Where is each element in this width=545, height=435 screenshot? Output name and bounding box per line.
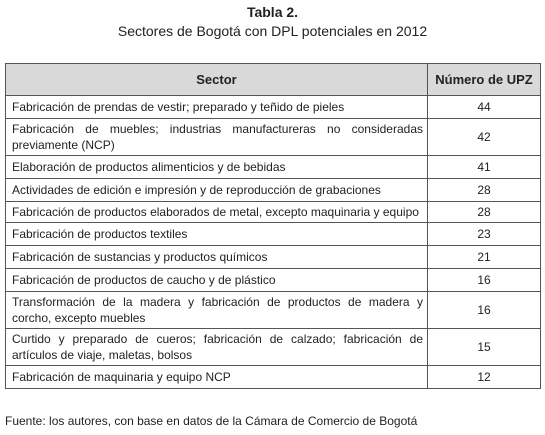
upz-count-cell: 16 (428, 292, 541, 329)
table-row (6, 329, 541, 366)
column-header-upz: Número de UPZ (428, 64, 541, 96)
upz-count-cell: 12 (428, 366, 541, 389)
upz-count-cell: 21 (428, 246, 541, 269)
upz-count-cell: 16 (428, 269, 541, 292)
upz-count-cell: 23 (428, 223, 541, 246)
table-row (6, 223, 541, 246)
table-row (6, 179, 541, 202)
table-title: Sectores de Bogotá con DPL potenciales en 2012 (117, 23, 428, 39)
sector-cell: Fabricación de prendas de vestir; preparado y teñido de pieles (6, 96, 428, 119)
sector-cell: Transformación de la madera y fabricación de productos de madera y corcho, excepto muebles (6, 292, 428, 329)
upz-count-cell: 28 (428, 179, 541, 202)
table-row (6, 246, 541, 269)
upz-count-cell: 42 (428, 119, 541, 156)
table-number: Tabla 2. (246, 4, 299, 20)
sector-cell: Fabricación de muebles; industrias manufactureras no consideradas previamente (NCP) (6, 119, 428, 156)
table-row (6, 269, 541, 292)
sector-cell: Curtido y preparado de cueros; fabricación de calzado; fabricación de artículos de viaje, maletas, bolsos (6, 329, 428, 366)
sectors-table (5, 63, 541, 389)
table-row (6, 119, 541, 156)
upz-count-cell: 15 (428, 329, 541, 366)
table-row (6, 96, 541, 119)
table-caption (0, 0, 545, 41)
sector-cell: Actividades de edición e impresión y de reproducción de grabaciones (6, 179, 428, 202)
table-row (6, 202, 541, 223)
sector-cell: Fabricación de productos elaborados de metal, excepto maquinaria y equipo (6, 202, 428, 223)
upz-count-cell: 28 (428, 202, 541, 223)
sector-cell: Fabricación de maquinaria y equipo NCP (6, 366, 428, 389)
sector-cell: Fabricación de sustancias y productos químicos (6, 246, 428, 269)
upz-count-cell: 41 (428, 156, 541, 179)
table-header-row (6, 64, 541, 96)
column-header-sector: Sector (6, 64, 428, 96)
source-note: Fuente: los autores, con base en datos de la Cámara de Comercio de Bogotá (5, 414, 418, 428)
sector-cell: Elaboración de productos alimenticios y de bebidas (6, 156, 428, 179)
table-row (6, 366, 541, 389)
table-row (6, 156, 541, 179)
sector-cell: Fabricación de productos textiles (6, 223, 428, 246)
table-row (6, 292, 541, 329)
sector-cell: Fabricación de productos de caucho y de plástico (6, 269, 428, 292)
upz-count-cell: 44 (428, 96, 541, 119)
